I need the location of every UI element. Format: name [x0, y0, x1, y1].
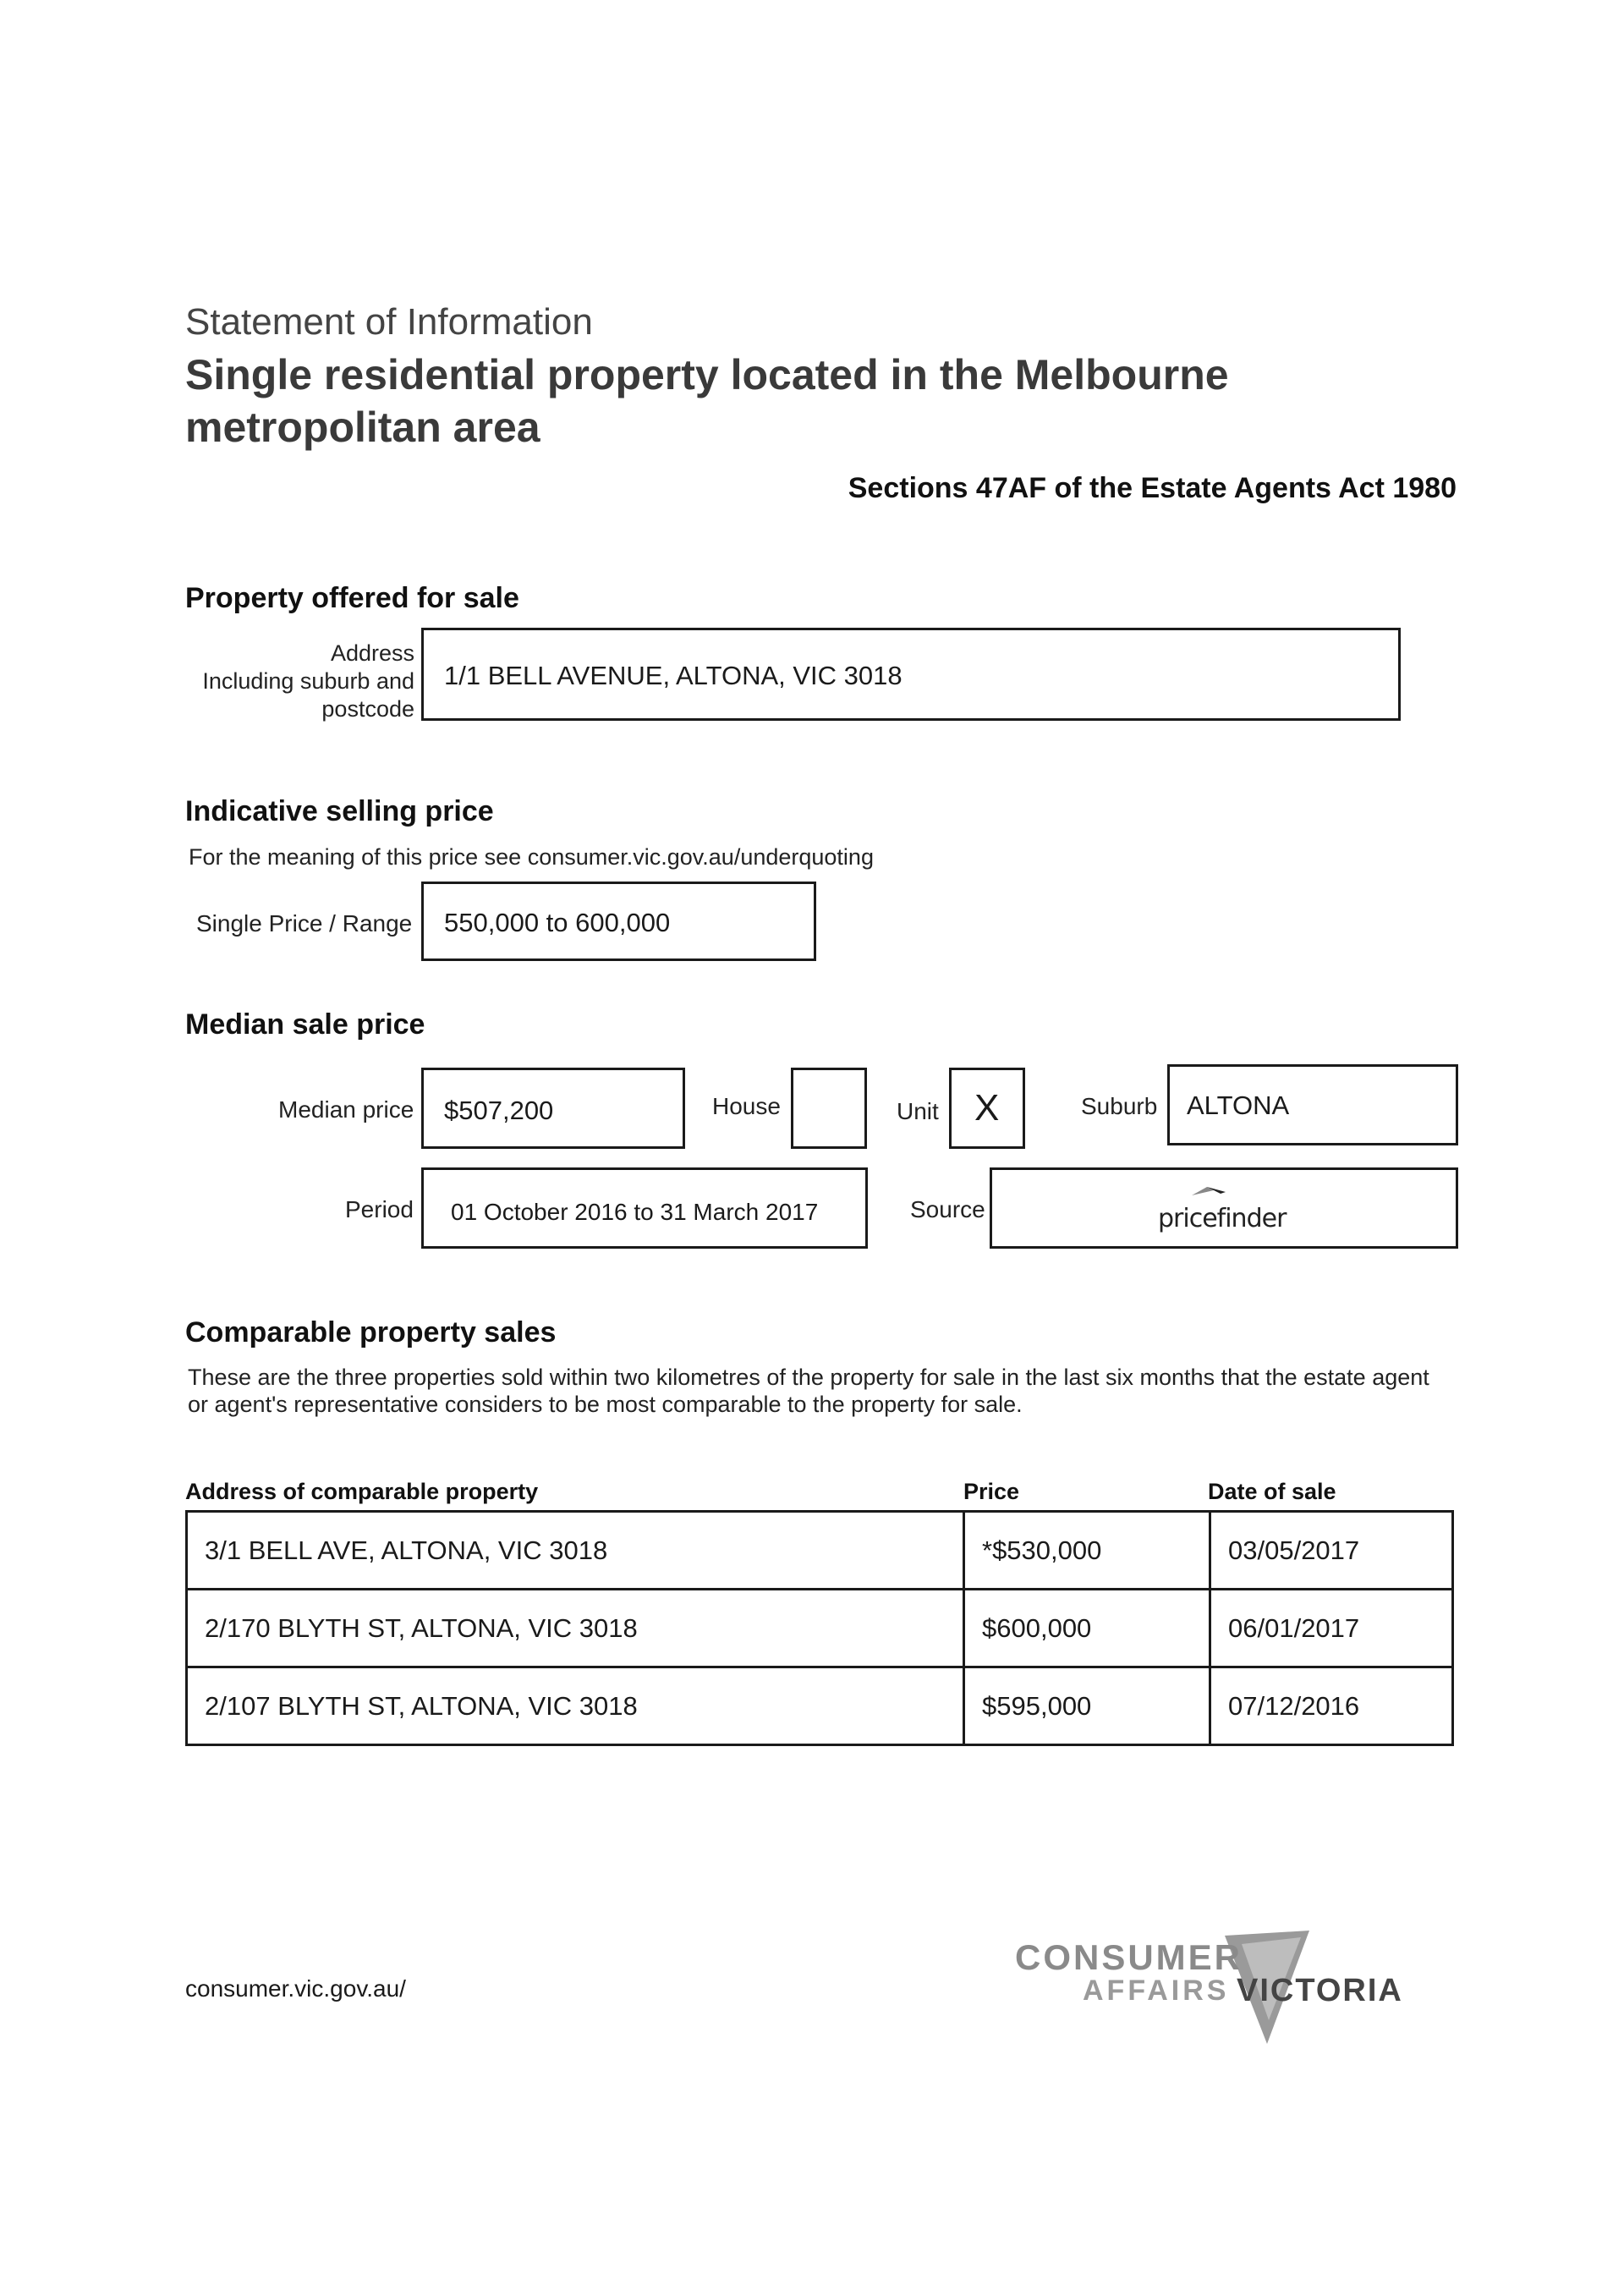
- comparable-date: 03/05/2017: [1210, 1512, 1453, 1590]
- comparable-price: $600,000: [964, 1590, 1210, 1667]
- table-row: [187, 1590, 1453, 1667]
- address-label-line: Including suburb and: [202, 668, 414, 694]
- act-sections-reference: Sections 47AF of the Estate Agents Act 1980: [848, 472, 1457, 504]
- comparable-price: *$530,000: [964, 1512, 1210, 1590]
- comparable-sales-table: [185, 1510, 1454, 1746]
- address-value: 1/1 BELL AVENUE, ALTONA, VIC 3018: [444, 661, 903, 690]
- address-field: [421, 628, 1401, 721]
- pricefinder-logo-icon: [1188, 1182, 1231, 1199]
- median-price-value: $507,200: [444, 1096, 554, 1125]
- comparable-description: These are the three properties sold within two kilometres of the property for sale in the last six months that the estate agent or agent's representative considers to be most comparable to the property for sale.: [188, 1365, 1429, 1417]
- column-header-date: Date of sale: [1208, 1479, 1336, 1504]
- house-label: House: [712, 1093, 781, 1119]
- period-label: Period: [345, 1196, 414, 1222]
- column-header-address: Address of comparable property: [185, 1479, 539, 1504]
- section-title-indicative: Indicative selling price: [185, 795, 494, 827]
- period-field: [421, 1167, 868, 1249]
- address-label-line: Address: [330, 640, 414, 666]
- house-checkbox: [791, 1068, 867, 1149]
- section-title-property: Property offered for sale: [185, 582, 519, 614]
- single-price-label: Single Price / Range: [196, 910, 413, 937]
- median-price-field: [421, 1068, 685, 1149]
- table-row: [187, 1512, 1453, 1590]
- source-label: Source: [910, 1196, 985, 1222]
- unit-label: Unit: [897, 1098, 939, 1124]
- document-heading: Single residential property located in the Melbourne metropolitan area: [185, 351, 1229, 451]
- logo-word-victoria: VICTORIA: [1237, 1973, 1403, 2008]
- single-price-value: 550,000 to 600,000: [444, 908, 671, 937]
- address-label-line: postcode: [321, 696, 414, 722]
- single-price-field: [421, 882, 816, 961]
- logo-word-affairs: AFFAIRS: [1083, 1975, 1230, 2007]
- table-row: [187, 1667, 1453, 1745]
- suburb-field: [1167, 1064, 1458, 1145]
- section-title-comparable: Comparable property sales: [185, 1316, 557, 1348]
- address-label: [169, 640, 414, 723]
- period-value: 01 October 2016 to 31 March 2017: [451, 1199, 819, 1225]
- suburb-label: Suburb: [1081, 1093, 1158, 1119]
- comparable-date: 07/12/2016: [1210, 1667, 1453, 1745]
- comparable-date: 06/01/2017: [1210, 1590, 1453, 1667]
- section-title-median: Median sale price: [185, 1008, 425, 1041]
- unit-checkbox: [949, 1068, 1025, 1149]
- pricefinder-logo-text: pricefinder: [1158, 1204, 1287, 1233]
- logo-word-consumer: CONSUMER: [1015, 1937, 1243, 1977]
- suburb-value: ALTONA: [1187, 1090, 1290, 1120]
- comparable-address: 3/1 BELL AVE, ALTONA, VIC 3018: [187, 1512, 964, 1590]
- comparable-address: 2/170 BLYTH ST, ALTONA, VIC 3018: [187, 1590, 964, 1667]
- document-title: Statement of Information: [185, 301, 593, 343]
- unit-checkbox-mark: X: [974, 1087, 1000, 1129]
- median-price-label: Median price: [278, 1096, 414, 1123]
- indicative-meaning-text: For the meaning of this price see consumer.vic.gov.au/underquoting: [189, 844, 874, 870]
- footer-url: consumer.vic.gov.au/: [185, 1975, 406, 2002]
- column-header-price: Price: [963, 1479, 1020, 1504]
- source-field: [990, 1167, 1458, 1249]
- comparable-address: 2/107 BLYTH ST, ALTONA, VIC 3018: [187, 1667, 964, 1745]
- consumer-affairs-victoria-logo: [1015, 1920, 1404, 2047]
- comparable-price: $595,000: [964, 1667, 1210, 1745]
